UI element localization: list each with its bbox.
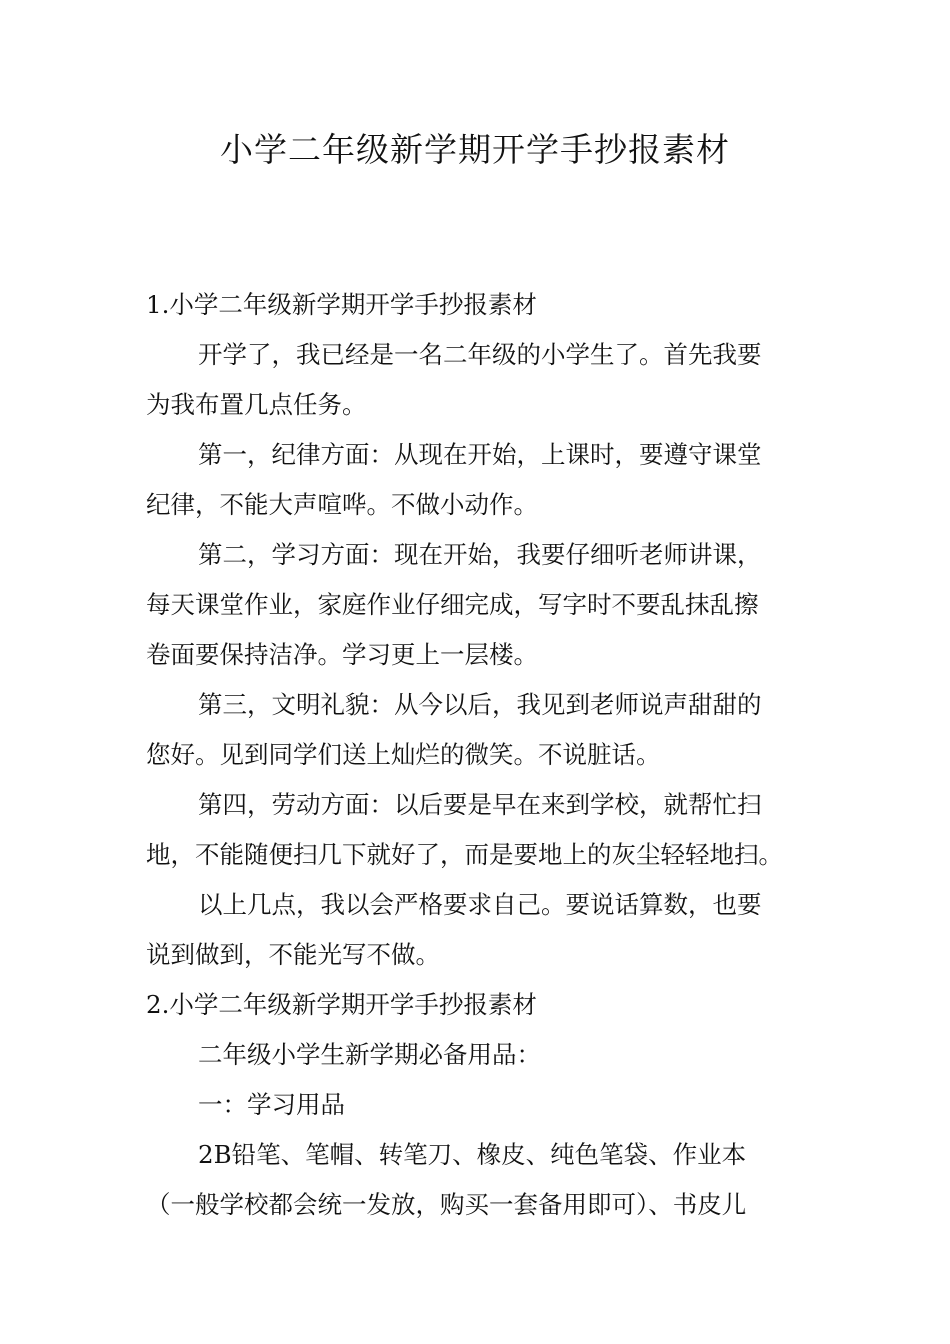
paragraph-line: 纪律，不能大声喧哗。不做小动作。 [146,490,538,519]
paragraph-line: 第二，学习方面：现在开始，我要仔细听老师讲课， [198,540,762,569]
paragraph-line: 卷面要保持洁净。学习更上一层楼。 [146,640,538,669]
paragraph-line: 开学了，我已经是一名二年级的小学生了。首先我要 [198,340,762,369]
paragraph-line: 2B铅笔、笔帽、转笔刀、橡皮、纯色笔袋、作业本 [198,1140,747,1169]
paragraph-line: 第四，劳动方面：以后要是早在来到学校，就帮忙扫 [198,790,762,819]
document-body [146,280,806,1230]
paragraph-line: 第三，文明礼貌：从今以后，我见到老师说声甜甜的 [198,690,762,719]
paragraph-line: 第一，纪律方面：从现在开始，上课时，要遵守课堂 [198,440,762,469]
paragraph-line: 二年级小学生新学期必备用品： [198,1040,541,1069]
section-heading-1: 1.小学二年级新学期开学手抄报素材 [146,290,537,319]
paragraph-line: （一般学校都会统一发放，购买一套备用即可）、书皮儿 [146,1190,747,1219]
paragraph-line: 为我布置几点任务。 [146,390,367,419]
paragraph-line: 以上几点，我以会严格要求自己。要说话算数，也要 [198,890,762,919]
paragraph-line: 每天课堂作业，家庭作业仔细完成，写字时不要乱抹乱擦 [146,590,759,619]
paragraph-line: 说到做到，不能光写不做。 [146,940,440,969]
paragraph-line: 一：学习用品 [198,1090,345,1119]
section-heading-2: 2.小学二年级新学期开学手抄报素材 [146,990,537,1019]
document-title: 小学二年级新学期开学手抄报素材 [220,130,730,169]
paragraph-line: 您好。见到同学们送上灿烂的微笑。不说脏话。 [146,740,661,769]
paragraph-line: 地，不能随便扫几下就好了，而是要地上的灰尘轻轻地扫。 [146,840,783,869]
